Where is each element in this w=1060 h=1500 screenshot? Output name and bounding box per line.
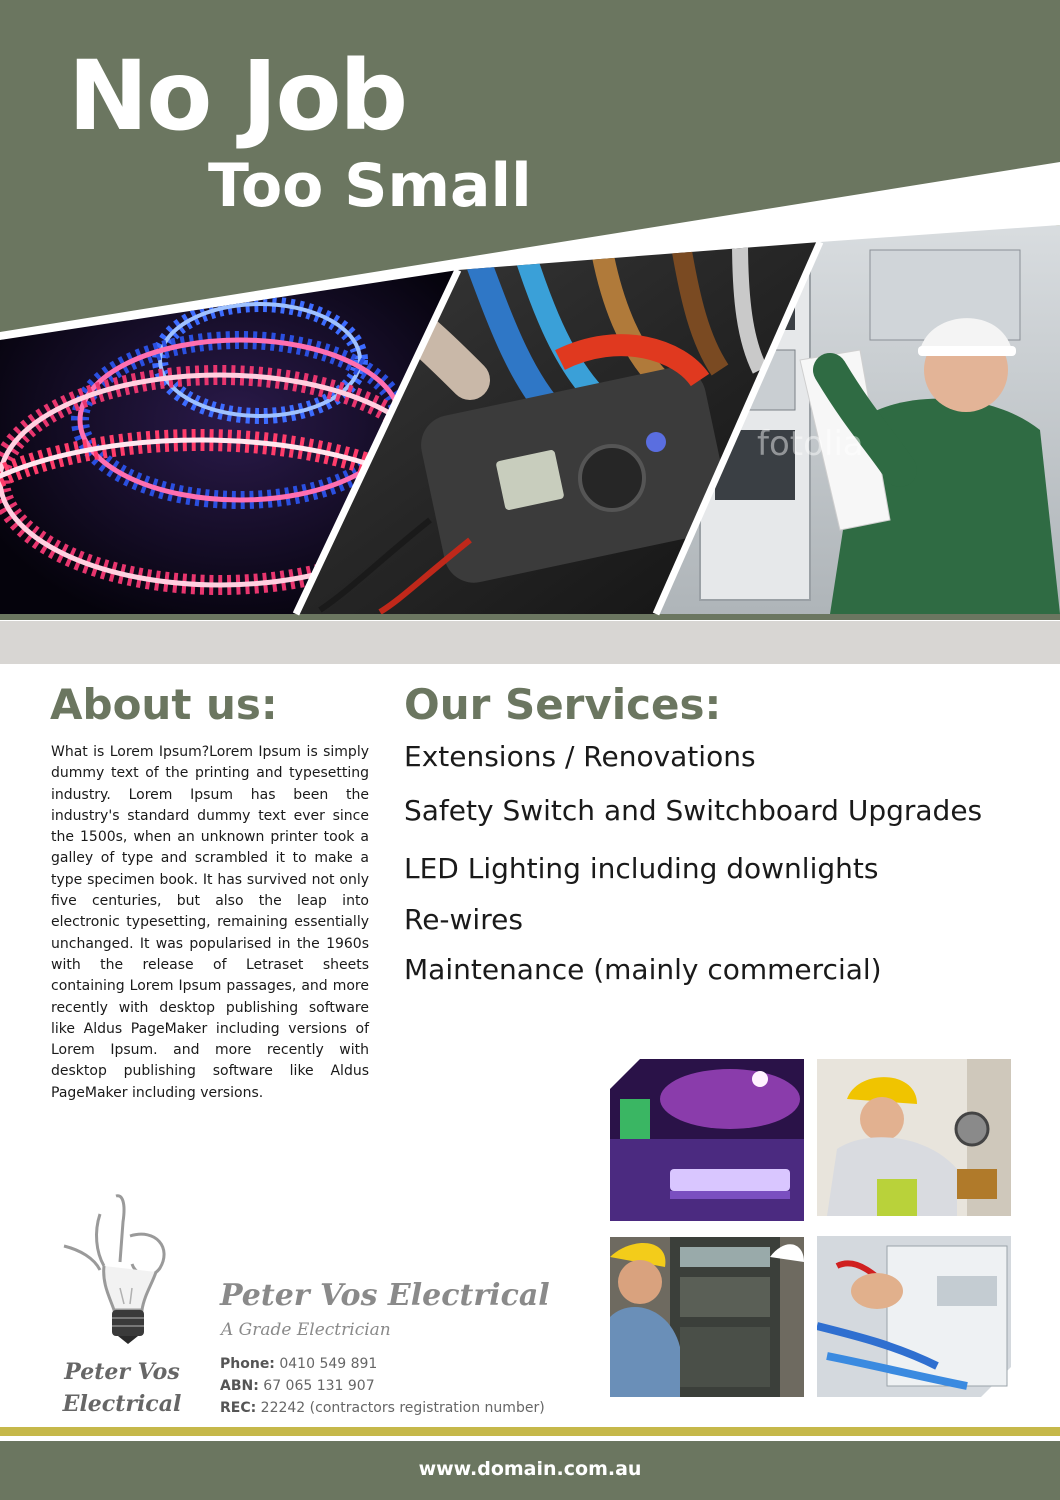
nightclub-lighting-photo bbox=[610, 1059, 804, 1221]
logo-text bbox=[60, 1356, 184, 1420]
logo-line-1: Peter Vos bbox=[64, 1359, 180, 1385]
lightbulb-hand-logo bbox=[60, 1192, 184, 1352]
company-tagline: A Grade Electrician bbox=[221, 1320, 391, 1340]
about-body: What is Lorem Ipsum?Lorem Ipsum is simply dummy text of the printing and typesetting industry. Lorem Ipsum has been the industry's standard dummy text ever since the 1500s, when an unknown printer took a galley of type and scrambled it to make a type specimen book. It has survived not only five centuries, but also the leap into electronic typesetting, remaining essentially unchanged. It was popularised in the 1960s with the release of Letraset sheets containing Lorem Ipsum passages, and more recently with desktop publishing software like Aldus PageMaker including versions of Lorem Ipsum. and more recently with desktop publishing software like Aldus PageMaker including versions. bbox=[51, 744, 369, 1101]
photo-watermark: fotolia bbox=[757, 424, 864, 464]
circuit-testing-photo bbox=[817, 1236, 1011, 1397]
phone-line bbox=[220, 1356, 377, 1372]
divider-band bbox=[0, 621, 1060, 664]
footer-accent-line bbox=[0, 1427, 1060, 1436]
phone-value: 0410 549 891 bbox=[279, 1356, 378, 1372]
rec-label: REC: bbox=[220, 1400, 257, 1416]
abn-label: ABN: bbox=[220, 1378, 259, 1394]
headline: No Job bbox=[68, 40, 407, 152]
website-link[interactable]: www.domain.com.au bbox=[418, 1458, 642, 1480]
electrician-meter-photo bbox=[817, 1059, 1011, 1216]
service-item: Re-wires bbox=[404, 903, 523, 936]
abn-value: 67 065 131 907 bbox=[263, 1378, 375, 1394]
services-title: Our Services: bbox=[404, 680, 722, 729]
service-item: Maintenance (mainly commercial) bbox=[404, 953, 882, 986]
logo-line-2: Electrical bbox=[62, 1391, 182, 1417]
subheadline: Too Small bbox=[208, 151, 532, 221]
service-item: Extensions / Renovations bbox=[404, 740, 756, 773]
service-item: LED Lighting including downlights bbox=[404, 852, 879, 885]
rec-value: 22242 (contractors registration number) bbox=[260, 1400, 545, 1416]
phone-label: Phone: bbox=[220, 1356, 275, 1372]
company-name: Peter Vos Electrical bbox=[220, 1278, 550, 1313]
switchboard-work-photo bbox=[610, 1237, 804, 1397]
about-title: About us: bbox=[50, 680, 278, 729]
abn-line bbox=[220, 1378, 375, 1394]
rec-line bbox=[220, 1400, 545, 1416]
service-item: Safety Switch and Switchboard Upgrades bbox=[404, 794, 983, 827]
